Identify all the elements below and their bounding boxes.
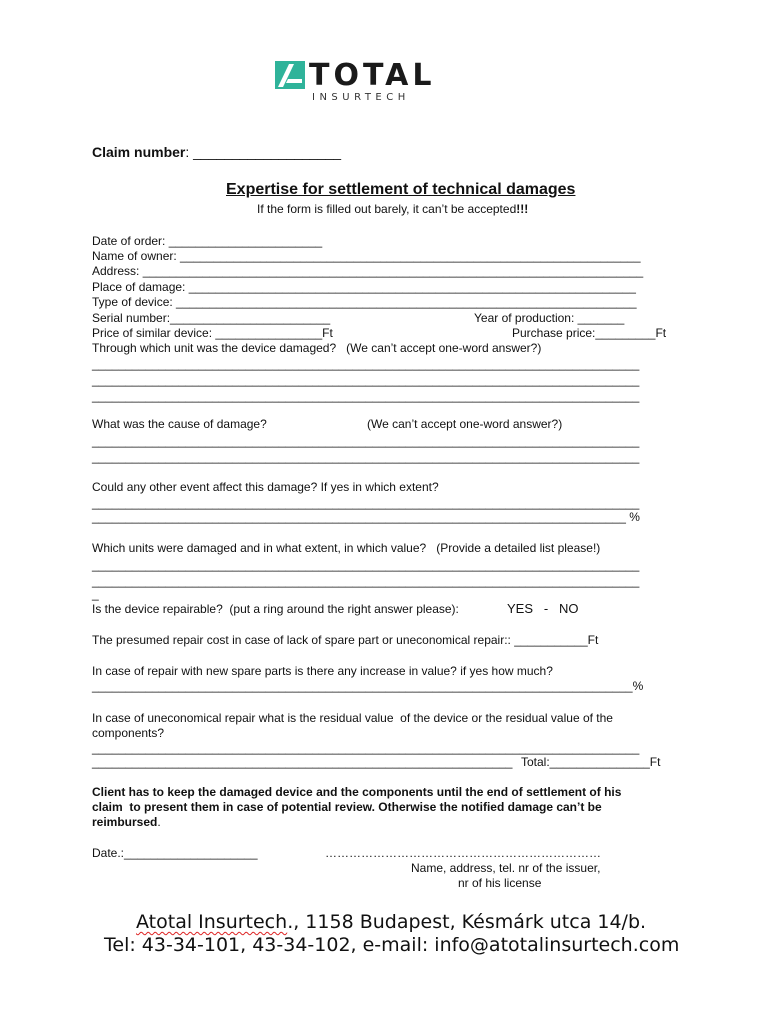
device-type-field[interactable]: Type of device: _____________________________________________________________________ [92, 295, 637, 309]
yes-no-options[interactable]: YES - NO [507, 601, 579, 616]
answer-line[interactable]: __________________________________________________________________________________ [92, 450, 640, 464]
stray-underscore: _ [92, 587, 99, 601]
answer-line[interactable]: __________________________________________________________________________________ [92, 357, 640, 371]
cause-question: What was the cause of damage? [92, 417, 267, 431]
other-event-question: Could any other event affect this damage? If yes in which extent? [92, 480, 439, 494]
footer-address-text: ., 1158 Budapest, Késmárk utca 14/b. [287, 911, 647, 933]
residual-answer-line[interactable]: _______________________________________________________________ [92, 755, 513, 769]
logo-subtitle: INSURTECH [312, 92, 410, 103]
claim-number-label: Claim number [92, 144, 186, 160]
place-of-damage-field[interactable]: Place of damage: ___________________________________________________________________ [92, 280, 636, 294]
answer-line[interactable]: __________________________________________________________________________________ [92, 574, 640, 588]
logo-brand: TOTAL [309, 58, 436, 93]
cause-note: (We can’t accept one-word answer?) [367, 417, 563, 431]
footer-contact: Tel: 43-34-101, 43-34-102, e-mail: info@atotalinsurtech.com [104, 934, 680, 956]
purchase-price-field[interactable]: Purchase price:_________Ft [512, 326, 667, 340]
increase-question: In case of repair with new spare parts is there any increase in value? if yes how much? [92, 664, 553, 678]
owner-field[interactable]: Name of owner: _____________________________________________________________________ [92, 249, 641, 263]
serial-number-field[interactable]: Serial number:________________________ [92, 311, 331, 325]
other-event-percent-line[interactable]: ________________________________________________________________________________ % [92, 510, 640, 524]
price-similar-field[interactable]: Price of similar device: ________________Ft [92, 326, 333, 340]
damaged-unit-question: Through which unit was the device damaged? (We can’t accept one-word answer?) [92, 341, 542, 355]
residual-question-line2: components? [92, 726, 165, 740]
signature-caption-line2: nr of his license [458, 876, 542, 890]
repairable-question: Is the device repairable? (put a ring around the right answer please): [92, 602, 459, 616]
notice-line3-end: . [157, 815, 161, 829]
notice-line1: Client has to keep the damaged device and the components until the end of settlement of his [92, 785, 622, 799]
year-of-production-field[interactable]: Year of production: _______ [474, 311, 625, 325]
claim-number-blank: : ___________________ [185, 144, 342, 160]
page-title: Expertise for settlement of technical damages [226, 181, 576, 198]
answer-line[interactable]: __________________________________________________________________________________ [92, 558, 640, 572]
notice-line3-text: reimbursed [92, 815, 158, 829]
notice-line3 [92, 815, 161, 829]
residual-question-line1: In case of uneconomical repair what is the residual value of the device or the residual value of the [92, 711, 613, 725]
signature-line[interactable]: …………………………………………………………… [325, 846, 601, 860]
date-field[interactable]: Date.:____________________ [92, 846, 258, 860]
damaged-units-question: Which units were damaged and in what extent, in which value? (Provide a detailed list please!) [92, 541, 601, 555]
answer-line[interactable]: __________________________________________________________________________________ [92, 389, 640, 403]
answer-line[interactable]: __________________________________________________________________________________ [92, 496, 640, 510]
answer-line[interactable]: __________________________________________________________________________________ [92, 373, 640, 387]
address-field[interactable]: Address: ___________________________________________________________________________ [92, 264, 644, 278]
subtitle [257, 202, 528, 216]
increase-percent-line[interactable]: _________________________________________________________________________________% [92, 679, 644, 693]
signature-caption-line1: Name, address, tel. nr of the issuer, [411, 861, 601, 875]
total-field[interactable]: Total:_______________Ft [521, 755, 661, 769]
total-logo-icon [275, 61, 305, 89]
claim-number-row [92, 144, 341, 160]
answer-line[interactable]: __________________________________________________________________________________ [92, 434, 640, 448]
date-of-order-field[interactable]: Date of order: _______________________ [92, 234, 323, 248]
footer-address [136, 911, 646, 933]
presumed-cost-field[interactable]: The presumed repair cost in case of lack of spare part or uneconomical repair:: ___________Ft [92, 633, 599, 647]
notice-line2: claim to present them in case of potential review. Otherwise the notified damage can’t be [92, 800, 602, 814]
answer-line[interactable]: __________________________________________________________________________________ [92, 741, 640, 755]
subtitle-emphasis: !!! [516, 202, 529, 216]
subtitle-text: If the form is filled out barely, it can’t be accepted [257, 202, 517, 216]
footer-company: Atotal Insurtech [136, 911, 288, 933]
